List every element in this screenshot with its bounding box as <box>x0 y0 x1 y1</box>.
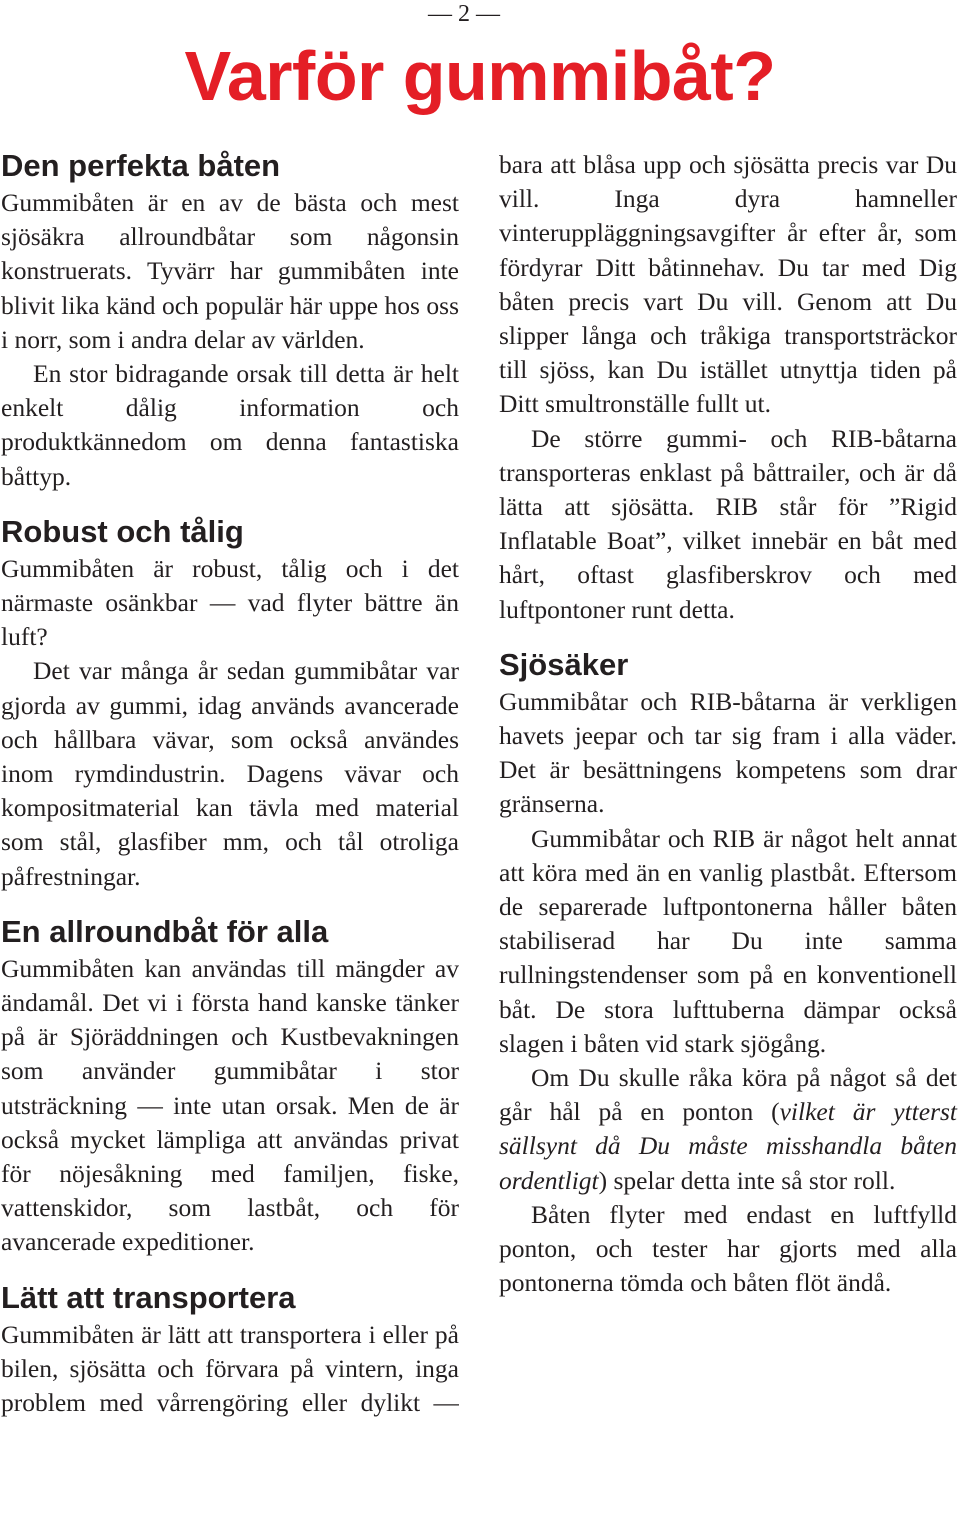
left-column <box>1 146 459 1420</box>
paragraph-perfekta-2: En stor bidragande orsak till detta är helt enkelt dålig information och produktkännedom om denna fantastiska båttyp. <box>1 359 459 491</box>
right-column <box>499 148 957 1301</box>
paragraph-sjosaker-2: Gummibåtar och RIB är något helt annat att köra med än en vanlig plastbåt. Eftersom de separerade luftpontonerna håller båten stabiliserad har Du inte samma rullningstendenser som på en konventionell båt. De stora lufttuberna dämpar också slagen i båten vid stark sjögång. <box>499 823 957 1058</box>
heading-sjosaker: Sjösäker <box>499 646 629 682</box>
paragraph-transport-2: De större gummi- och RIB-båtarna transporteras enklast på båttrailer, och är då lätta att sjösätta. RIB står för ”Rigid Inflatable Boat”, vilket innebär en båt med hårt, oftast glasfiberskrov och med luftpontoner runt detta. <box>499 423 957 624</box>
paragraph-transport-1-continued: bara att blåsa upp och sjösätta precis var Du vill. Inga dyra hamneller vinteruppläggningsavgifter år efter år, som fördyrar Ditt båtinnehav. Du tar med Dig båten precis vart Du vill. Genom att Du slipper långa och tråkiga transportsträckor till sjöss, kan Du istället utnyttja tiden på Ditt smultronställe fullt ut. <box>499 150 957 419</box>
page-title: Varför gummibåt? <box>184 37 776 115</box>
paragraph-sjosaker-3-end: ) spelar detta inte så stor roll. <box>598 1165 896 1195</box>
page-number: — 2 — <box>428 1 500 27</box>
paragraph-transport-1: Gummibåten är lätt att transportera i eller på bilen, sjösätta och förvara på vintern, inga problem med vårrengöring eller dylikt — <box>1 1319 459 1418</box>
paragraph-robust-2: Det var många år sedan gummibåtar var gjorda av gummi, idag används avancerade och hållbara vävar, som också användes inom rymdindustrin. Dagens vävar och kompositmaterial kan tävla med material som stål, glasfiber mm, och tål otroliga påfrestningar. <box>1 656 459 891</box>
paragraph-perfekta-1: Gummibåten är en av de bästa och mest sjösäkra allroundbåtar som någonsin konstruerats. Tyvärr har gummibåten inte blivit lika känd och populär här uppe hos oss i norr, som i andra delar av världen. <box>1 188 459 354</box>
paragraph-sjosaker-3 <box>499 1061 957 1198</box>
paragraph-sjosaker-4: Båten flyter med endast en luftfylld ponton, och tester har gjorts med alla pontonerna tömda och båten flöt ändå. <box>499 1199 957 1298</box>
paragraph-sjosaker-3-italic: vilket är ytterst sällsynt då Du måste misshandla båten ordentligt <box>499 1097 957 1195</box>
heading-allroundbat: En allroundbåt för alla <box>1 913 329 949</box>
paragraph-allround-1: Gummibåten kan användas till mängder av ändamål. Det vi i första hand kanske tänker på är Sjöräddningen och Kustbevakningen som använder gummibåtar i stor utsträckning — inte utan orsak. Men de är också mycket lämpliga att användas privat för nöjesåkning med familjen, fiske, vattenskidor, som lastbåt, och för avancerade expeditioner. <box>1 953 459 1257</box>
paragraph-sjosaker-3-start: Om Du skulle råka köra på något så det går hål på en ponton ( <box>499 1063 957 1127</box>
paragraph-sjosaker-1: Gummibåtar och RIB-båtarna är verkligen havets jeepar och tar sig fram i alla väder. Det är besättningens kompetens som drar gränserna. <box>499 686 957 819</box>
paragraph-robust-1: Gummibåten är robust, tålig och i det närmaste osänkbar — vad flyter bättre än luft? <box>1 553 459 652</box>
heading-latt-att-transportera: Lätt att transportera <box>1 1279 296 1315</box>
heading-perfekta-baten: Den perfekta båten <box>1 148 281 183</box>
heading-robust-och-talig: Robust och tålig <box>1 513 244 549</box>
